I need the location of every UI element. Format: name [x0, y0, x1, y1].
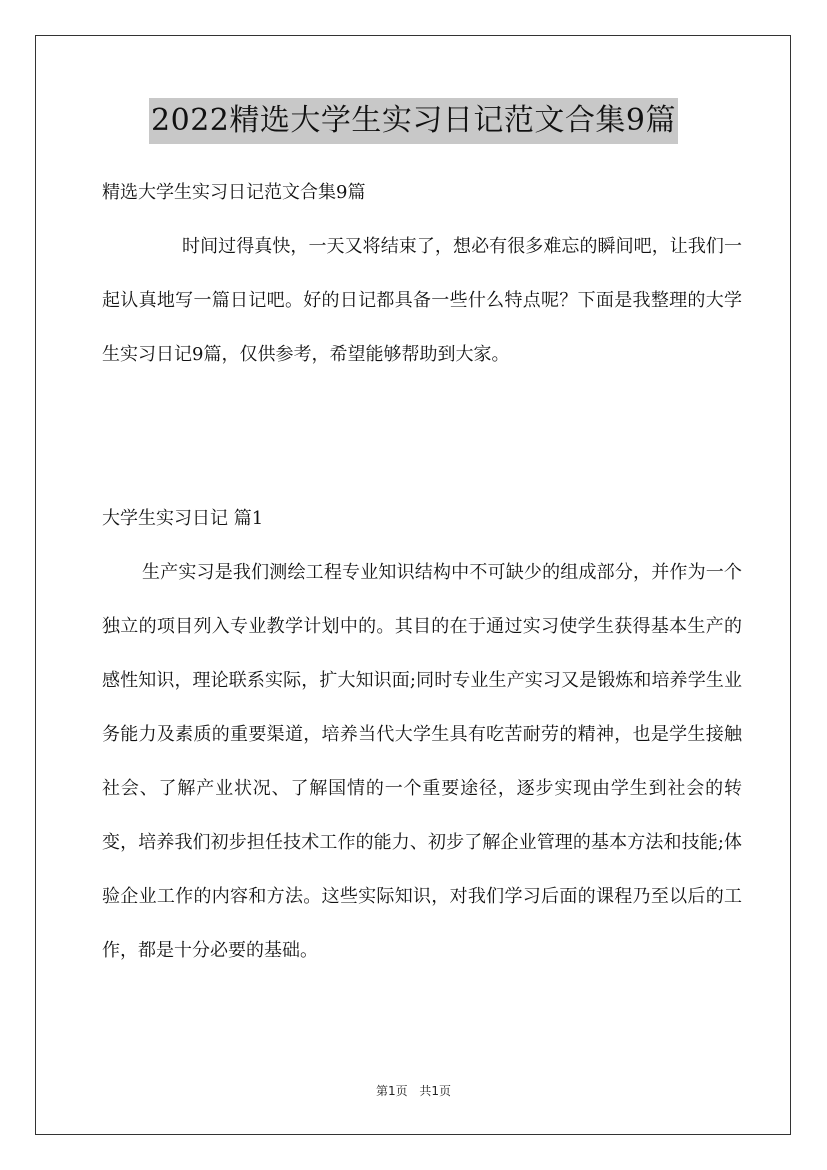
document-title [0, 98, 827, 144]
page-number: 第1页 [375, 1084, 408, 1098]
document-subtitle: 精选大学生实习日记范文合集9篇 [102, 182, 366, 203]
section-heading: 大学生实习日记 篇1 [102, 508, 264, 529]
section-body-paragraph: 生产实习是我们测绘工程专业知识结构中不可缺少的组成部分，并作为一个独立的项目列入专业教学计划中的。其目的在于通过实习使学生获得基本生产的感性知识，理论联系实际，扩大知识面;同时专业生产实习又是锻炼和培养学生业务能力及素质的重要渠道，培养当代大学生具有吃苦耐劳的精神，也是学生接触社会、了解产业状况、了解国情的一个重要途径，逐步实现由学生到社会的转变，培养我们初步担任技术工作的能力、初步了解企业管理的基本方法和技能;体验企业工作的内容和方法。这些实际知识，对我们学习后面的课程乃至以后的工作，都是十分必要的基础。 [102, 562, 742, 961]
document-title-text: 2022精选大学生实习日记范文合集9篇 [149, 98, 678, 144]
intro-paragraph: 时间过得真快，一天又将结束了，想必有很多难忘的瞬间吧，让我们一起认真地写一篇日记吧。好的日记都具备一些什么特点呢？下面是我整理的大学生实习日记9篇，仅供参考，希望能够帮助到大家。 [102, 236, 742, 365]
page-total: 共1页 [419, 1084, 452, 1098]
page-footer [0, 1082, 827, 1099]
